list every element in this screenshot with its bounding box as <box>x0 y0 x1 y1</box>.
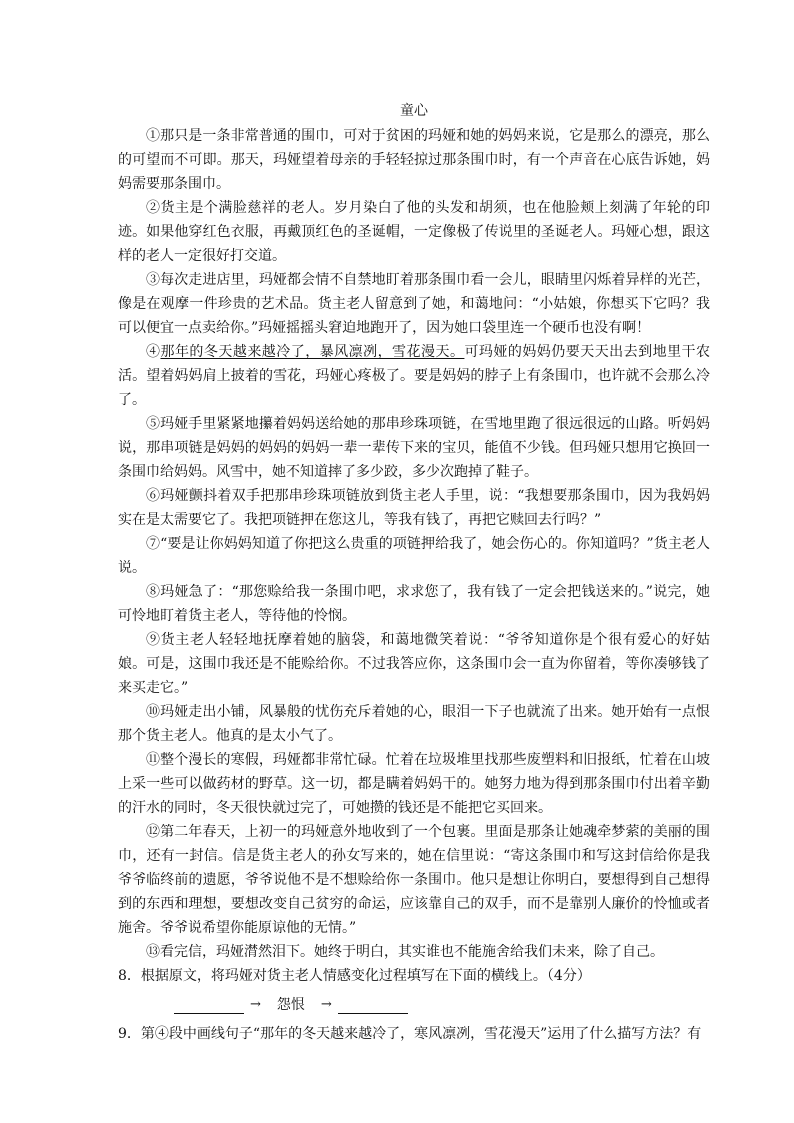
paragraph-12: ⑫第二年春天，上初一的玛娅意外地收到了一个包裹。里面是那条让她魂牵梦萦的美丽的围巾，还有一封信。信是货主老人的孙女写来的，她在信里说：“寄这条围巾和写这封信给你是我爷爷临终前的遗愿，爷爷说他不是不想赊给你一条围巾。他只是想让你明白，要想得到自己想得到的东西和理想，要想改变自己贫穷的命运，应该靠自己的双手，而不是靠别人廉价的怜恤或者施舍。爷爷说希望你能原谅他的无情。” <box>118 824 710 936</box>
paragraph-6: ⑥玛娅颤抖着双手把那串珍珠项链放到货主老人手里，说：“我想要那条围巾，因为我妈妈实在是太需要它了。我把项链押在您这儿，等我有钱了，再把它赎回去行吗？” <box>118 488 710 528</box>
question-8-answer-line <box>174 992 710 1018</box>
paragraph-4 <box>118 340 710 412</box>
answer-blank-1[interactable] <box>174 997 244 1014</box>
paragraph-4-rest: 可玛娅的妈妈仍要天天出去到地里干农活。望着妈妈肩上披着的雪花，玛娅心疼极了。要是妈妈的脖子上有条围巾，也许就不会那么冷了。 <box>118 344 711 408</box>
emotion-middle-label: 怨恨 <box>276 997 305 1013</box>
question-9: 9．第④段中画线句子“那年的冬天越来越冷了，寒风凛冽，雪花漫天”运用了什么描写方法？有 <box>118 1026 702 1042</box>
paragraph-4-number: ④ <box>146 344 161 360</box>
paragraph-13: ⑬看完信，玛娅潸然泪下。她终于明白，其实谁也不能施舍给我们未来，除了自己。 <box>146 944 664 960</box>
paragraph-7: ⑦“要是让你妈妈知道了你把这么贵重的项链押给我了，她会伤心的。你知道吗？”货主老人说。 <box>118 536 710 576</box>
paragraph-3: ③每次走进店里，玛娅都会情不自禁地盯着那条围巾看一会儿，眼睛里闪烁着异样的光芒，像是在观摩一件珍贵的艺术品。货主老人留意到了她，和蔼地问：“小姑娘，你想买下它吗？我可以便宜一点卖给你。”玛娅摇摇头窘迫地跑开了，因为她口袋里连一个硬币也没有啊！ <box>118 272 710 336</box>
paragraph-2: ②货主是个满脸慈祥的老人。岁月染白了他的头发和胡须，也在他脸颊上刻满了年轮的印迹。如果他穿红色衣服，再戴顶红色的圣诞帽，一定像极了传说里的圣诞老人。玛娅心想，跟这样的老人一定很好打交道。 <box>118 200 710 264</box>
arrow-right-icon: → <box>320 997 332 1012</box>
paragraph-5: ⑤玛娅手里紧紧地攥着妈妈送给她的那串珍珠项链，在雪地里跑了很远很远的山路。听妈妈说，那串项链是妈妈的妈妈的妈妈一辈一辈传下来的宝贝，能值不少钱。但玛娅只想用它换回一条围巾给妈妈。风雪中，她不知道摔了多少跤，多少次跑掉了鞋子。 <box>118 416 710 480</box>
arrow-right-icon: → <box>250 997 261 1012</box>
paragraph-9: ⑨货主老人轻轻地抚摩着她的脑袋，和蔼地微笑着说：“爷爷知道你是个很有爱心的好姑娘。可是，这围巾我还是不能赊给你。不过我答应你，这条围巾会一直为你留着，等你凑够钱了来买走它。” <box>118 632 710 696</box>
answer-blank-2[interactable] <box>338 997 408 1014</box>
paragraph-1: ①那只是一条非常普通的围巾，可对于贫困的玛娅和她的妈妈来说，它是那么的漂亮，那么的可望而不可即。那天，玛娅望着母亲的手轻轻掠过那条围巾时，有一个声音在心底告诉她，妈妈需要那条围巾。 <box>118 128 710 192</box>
question-8: 8．根据原文，将玛娅对货主老人情感变化过程填写在下面的横线上。（4分） <box>118 968 591 984</box>
paragraph-11: ⑪整个漫长的寒假，玛娅都非常忙碌。忙着在垃圾堆里找那些废塑料和旧报纸，忙着在山坡上采一些可以做药材的野草。这一切，都是瞒着妈妈干的。她努力地为得到那条围巾付出着辛勤的汗水的同时，冬天很快就过完了，可她攒的钱还是不能把它买回来。 <box>118 752 710 816</box>
document-page <box>118 98 710 1046</box>
underlined-sentence: 那年的冬天越来越冷了，暴风凛冽，雪花漫天。 <box>160 344 465 360</box>
article-title: 童心 <box>400 103 428 119</box>
paragraph-10: ⑩玛娅走出小铺，风暴般的忧伤充斥着她的心，眼泪一下子也就流了出来。她开始有一点恨那个货主老人。他真的是太小气了。 <box>118 704 710 744</box>
paragraph-8: ⑧玛娅急了：“那您赊给我一条围巾吧，求求您了，我有钱了一定会把钱送来的。”说完，她可怜地盯着货主老人，等待他的怜悯。 <box>118 584 710 624</box>
